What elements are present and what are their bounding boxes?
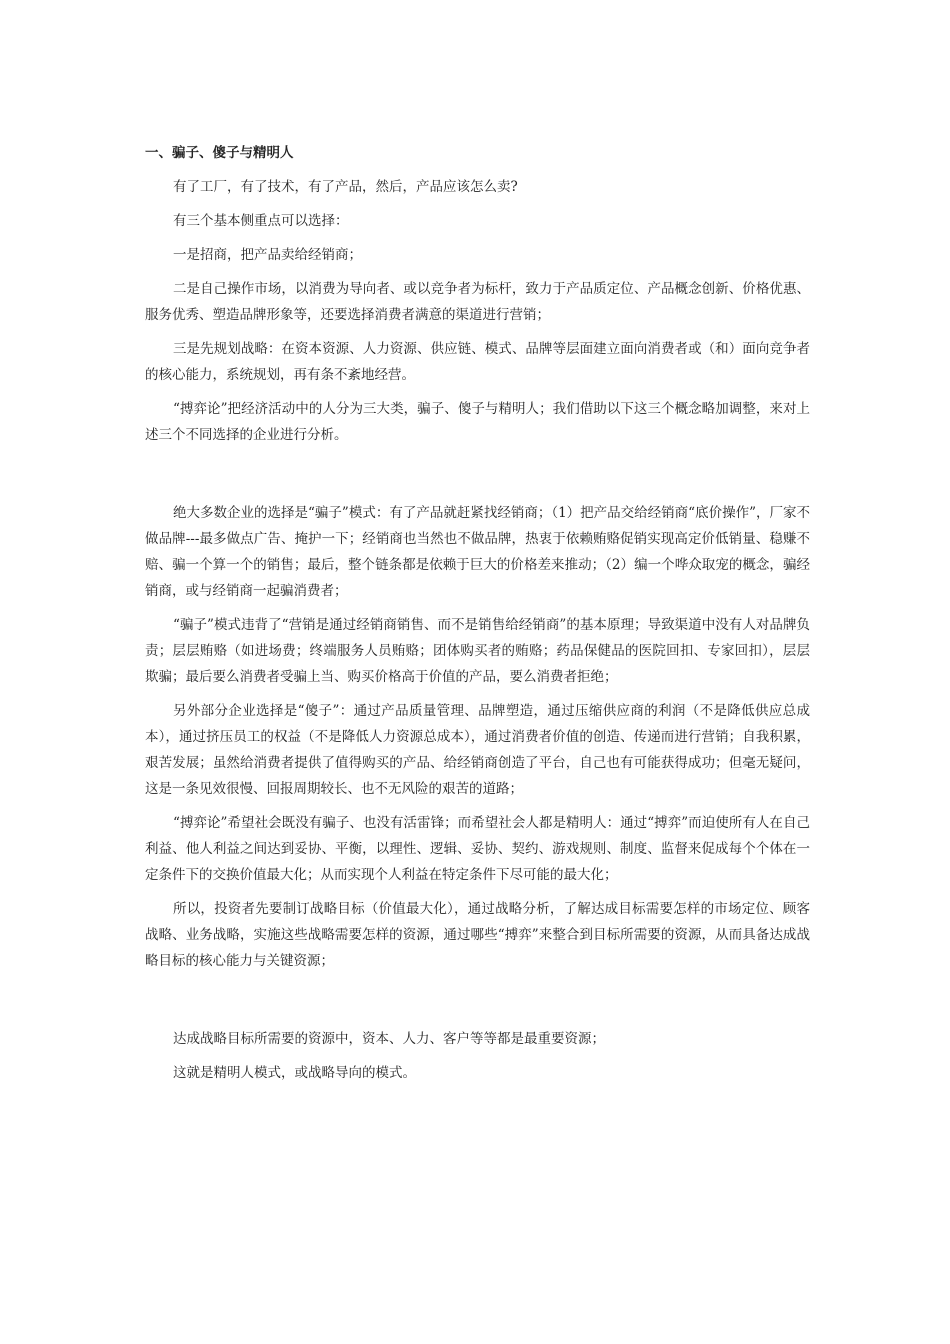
blank-spacer [145, 982, 810, 1026]
section-heading: 一、骗子、傻子与精明人 [145, 145, 294, 161]
paragraph: 一是招商，把产品卖给经销商； [173, 247, 362, 263]
document-body [145, 140, 810, 1094]
paragraph: “搏弈论”希望社会既没有骗子、也没有活雷锋；而希望社会人都是精明人：通过“搏弈”而迫使所有人在自己利益、他人利益之间达到妥协、平衡，以理性、逻辑、妥协、契约、游戏规则、制度、监督来促成每个个体在一定条件下的交换价值最大化；从而实现个人利益在特定条件下尽可能的最大化； [145, 815, 810, 883]
paragraph: “骗子”模式违背了“营销是通过经销商销售、而不是销售给经销商”的基本原理；导致渠道中没有人对品牌负责；层层贿赂（如进场费；终端服务人员贿赂；团体购买者的贿赂；药品保健品的医院回扣、专家回扣），层层欺骗；最后要么消费者受骗上当、购买价格高于价值的产品，要么消费者拒绝； [145, 617, 810, 685]
paragraph: 绝大多数企业的选择是“骗子”模式：有了产品就赶紧找经销商；（1）把产品交给经销商“底价操作”，厂家不做品牌---最多做点广告、掩护一下；经销商也当然也不做品牌，热衷于依赖贿赂促销实现高定价低销量、稳赚不赔、骗一个算一个的销售；最后，整个链条都是依赖于巨大的价格差来推动；（2）编一个哗众取宠的概念，骗经销商，或与经销商一起骗消费者； [145, 505, 810, 599]
paragraph: 所以，投资者先要制订战略目标（价值最大化），通过战略分析，了解达成目标需要怎样的市场定位、顾客战略、业务战略，实施这些战略需要怎样的资源，通过哪些“搏弈”来整合到目标所需要的资源，从而具备达成战略目标的核心能力与关键资源； [145, 901, 810, 969]
paragraph: 达成战略目标所需要的资源中，资本、人力、客户等等都是最重要资源； [173, 1031, 605, 1047]
paragraph: 有三个基本侧重点可以选择： [173, 213, 349, 229]
paragraph: “搏弈论”把经济活动中的人分为三大类，骗子、傻子与精明人；我们借助以下这三个概念略加调整，来对上述三个不同选择的企业进行分析。 [145, 401, 810, 443]
blank-spacer [145, 456, 810, 500]
paragraph: 三是先规划战略：在资本资源、人力资源、供应链、模式、品牌等层面建立面向消费者或（和）面向竞争者的核心能力，系统规划，再有条不紊地经营。 [145, 341, 810, 383]
paragraph: 有了工厂，有了技术，有了产品，然后，产品应该怎么卖? [173, 179, 518, 195]
paragraph: 另外部分企业选择是“傻子”：通过产品质量管理、品牌塑造，通过压缩供应商的利润（不是降低供应总成本），通过挤压员工的权益（不是降低人力资源总成本），通过消费者价值的创造、传递而进行营销；自我积累，艰苦发展；虽然给消费者提供了值得购买的产品、给经销商创造了平台，自己也有可能获得成功；但毫无疑问，这是一条见效很慢、回报周期较长、也不无风险的艰苦的道路； [145, 703, 810, 797]
paragraph: 这就是精明人模式，或战略导向的模式。 [173, 1065, 416, 1081]
paragraph: 二是自己操作市场，以消费为导向者、或以竞争者为标杆，致力于产品质定位、产品概念创新、价格优惠、服务优秀、塑造品牌形象等，还要选择消费者满意的渠道进行营销； [145, 281, 810, 323]
